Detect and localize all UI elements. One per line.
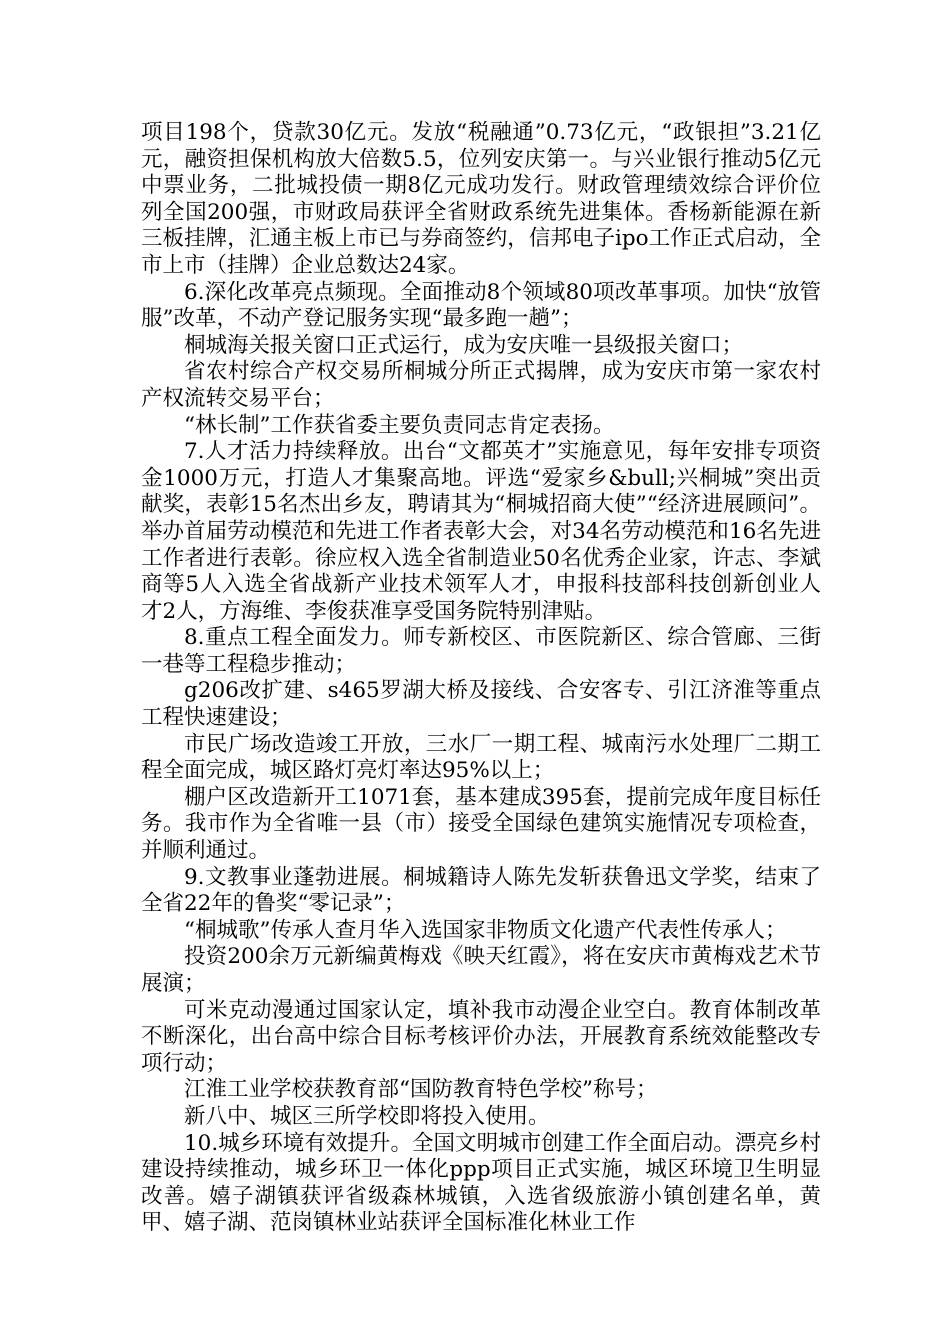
paragraph-shantytown-renovation: 棚户区改造新开工1071套，基本建成395套，提前完成年度目标任务。我市作为全省唯一县（市）接受全国绿色建筑实施情况专项检查，并顺利通过。 [141, 784, 821, 864]
paragraph-jianghuai-school: 江淮工业学校获教育部“国防教育特色学校”称号； [184, 1077, 658, 1103]
paragraph-rural-property-exchange: 省农村综合产权交易所桐城分所正式揭牌，成为安庆市第一家农村产权流转交易平台； [141, 359, 821, 411]
paragraph-culture-education: 9.文教事业蓬勃进展。桐城籍诗人陈先发斩获鲁迅文学奖，结束了全省22年的鲁奖“零记录”； [141, 864, 821, 917]
paragraph-key-projects: 8.重点工程全面发力。师专新校区、市医院新区、综合管廊、三街一巷等工程稳步推动； [141, 625, 821, 677]
paragraph-civic-square: 市民广场改造竣工开放，三水厂一期工程、城南污水处理厂二期工程全面完成，城区路灯亮灯率达95%以上； [141, 731, 821, 784]
paragraph-road-construction: g206改扩建、s465罗湖大桥及接线、合安客专、引江济淮等重点工程快速建设； [141, 678, 821, 731]
paragraph-forest-chief-system: “林长制”工作获省委主要负责同志肯定表扬。 [184, 412, 615, 438]
document-body [141, 120, 821, 1237]
paragraph-loans-finance: 项目198个，贷款30亿元。发放“税融通”0.73亿元，“政银担”3.21亿元，融资担保机构放大倍数5.5，位列安庆第一。与兴业银行推动5亿元中票业务，二批城投债一期8亿元成功发行。财政管理绩效综合评价位列全国200强，市财政局获评全省财政系统先进集体。香杨新能源在新三板挂牌，汇通主板上市已与券商签约，信邦电子ipo工作正式启动，全市上市（挂牌）企业总数达24家。 [141, 120, 821, 278]
paragraph-urban-rural-environment: 10.城乡环境有效提升。全国文明城市创建工作全面启动。漂亮乡村建设持续推动，城乡环卫一体化ppp项目正式实施，城区环境卫生明显改善。嬉子湖镇获评省级森林城镇，入选省级旅游小镇创建名单，黄甲、嬉子湖、范岗镇林业站获评全国标准化林业工作 [141, 1130, 821, 1236]
paragraph-customs-window: 桐城海关报关窗口正式运行，成为安庆唯一县级报关窗口； [184, 332, 744, 358]
paragraph-animation-education: 可米克动漫通过国家认定，填补我市动漫企业空白。教育体制改革不断深化，出台高中综合目标考核评价办法，开展教育系统效能整改专项行动； [141, 997, 821, 1076]
paragraph-new-schools: 新八中、城区三所学校即将投入使用。 [184, 1103, 550, 1129]
paragraph-reform-highlights: 6.深化改革亮点频现。全面推动8个领域80项改革事项。加快“放管服”改革，不动产登记服务实现“最多跑一趟”； [141, 279, 821, 332]
paragraph-talent-vitality: 7.人才活力持续释放。出台“文都英才”实施意见，每年安排专项资金1000万元，打造人才集聚高地。评选“爱家乡&bull;兴桐城”突出贡献奖，表彰15名杰出乡友，聘请其为“桐城招商大使”“经济进展顾问”。举办首届劳动模范和先进工作者表彰大会，对34名劳动模范和16名先进工作者进行表彰。徐应权入选全省制造业50名优秀企业家，许志、李斌商等5人入选全省战新产业技术领军人才，申报科技部科技创新创业人才2人，方海维、李俊获准享受国务院特别津贴。 [141, 439, 821, 624]
paragraph-huangmei-opera: 投资200余万元新编黄梅戏《映天红霞》，将在安庆市黄梅戏艺术节展演； [141, 944, 821, 996]
paragraph-tongcheng-song: “桐城歌”传承人查月华入选国家非物质文化遗产代表性传承人； [184, 917, 787, 943]
